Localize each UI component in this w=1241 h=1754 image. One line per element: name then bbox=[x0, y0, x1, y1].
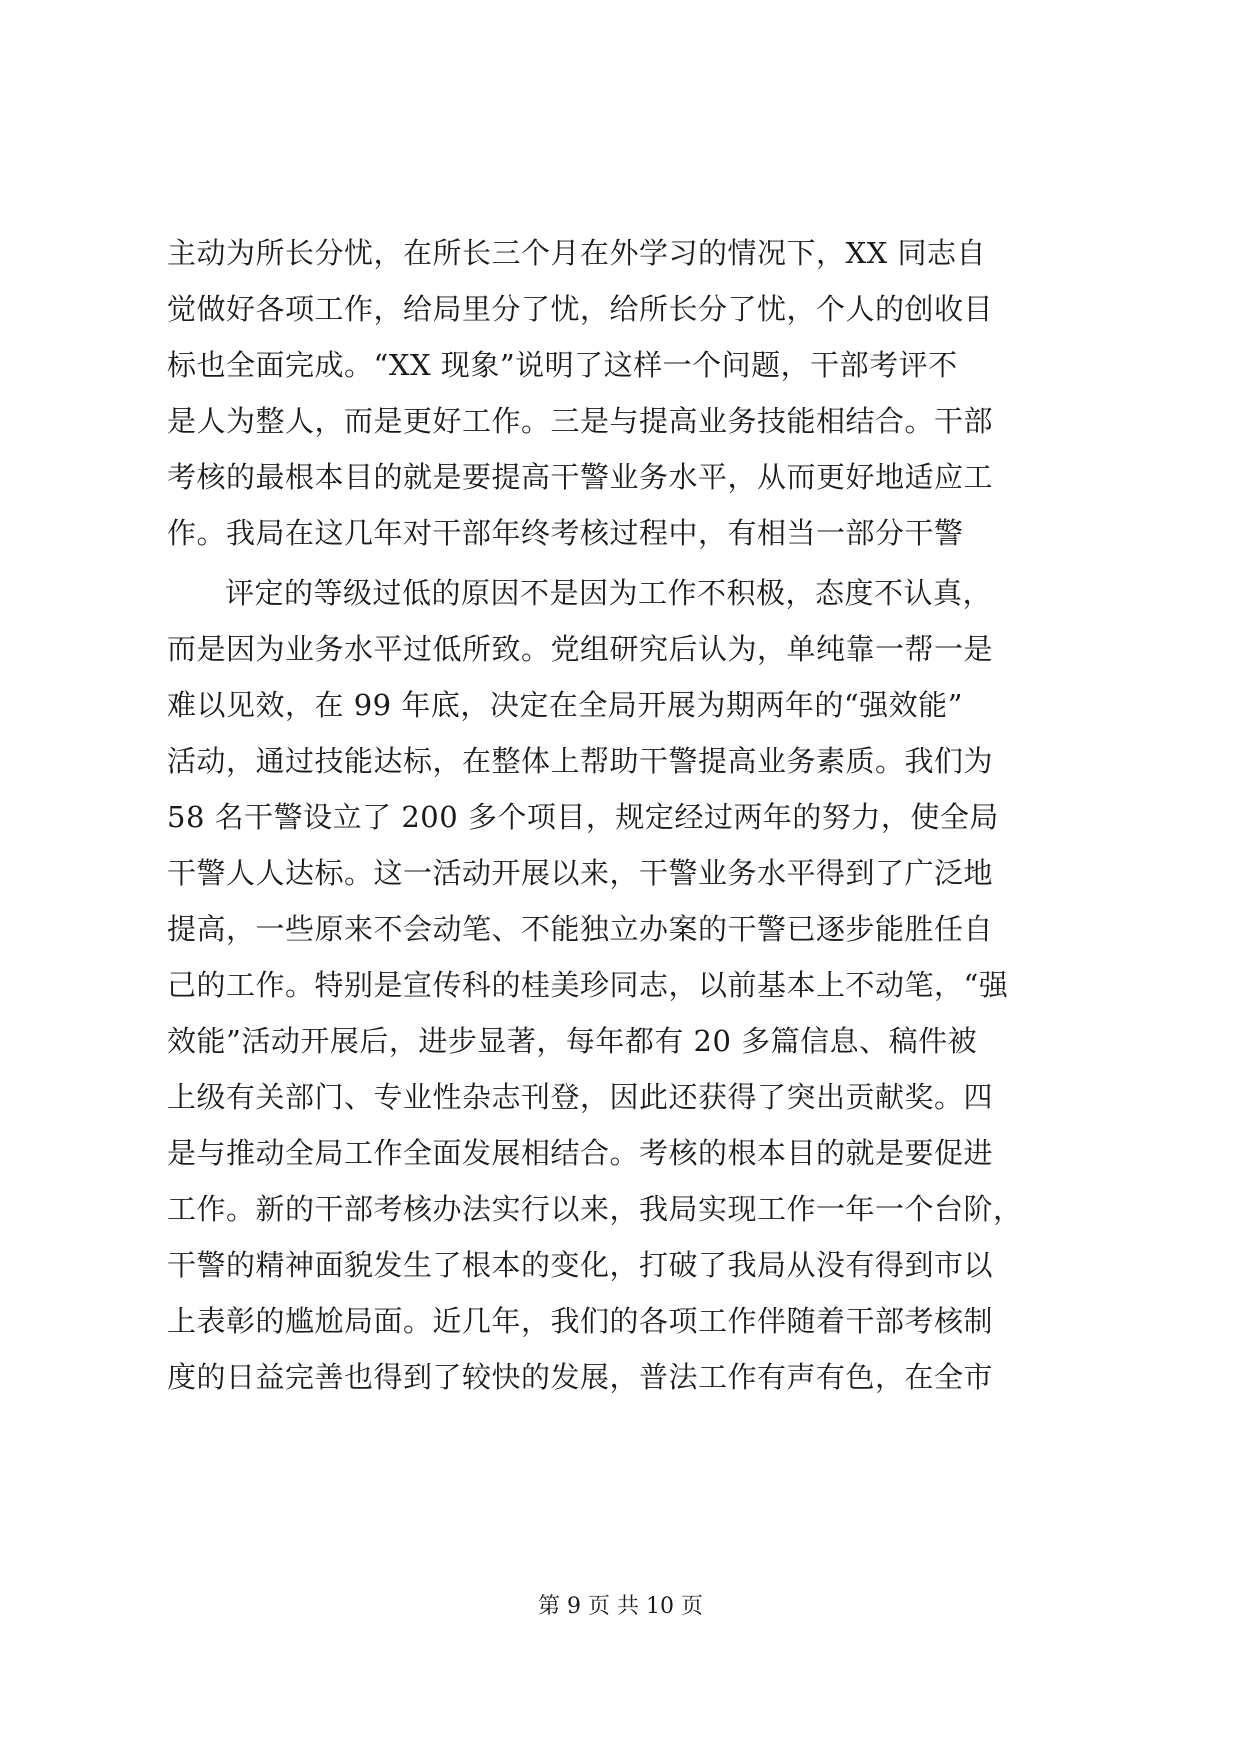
paragraph-first-line: 评定的等级过低的原因不是因为工作不积极，态度不认真， bbox=[225, 576, 993, 610]
text-line: 工作。新的干部考核办法实行以来，我局实现工作一年一个台阶， bbox=[167, 1192, 1023, 1226]
text-line: 主动为所长分忧，在所长三个月在外学习的情况下，XX 同志自 bbox=[167, 236, 987, 270]
text-line: 觉做好各项工作，给局里分了忧，给所长分了忧，个人的创收目 bbox=[167, 292, 994, 326]
text-line: 活动，通过技能达标，在整体上帮助干警提高业务素质。我们为 bbox=[167, 744, 994, 778]
text-line: 58 名干警设立了 200 多个项目，规定经过两年的努力，使全局 bbox=[167, 800, 999, 834]
text-line: 提高，一些原来不会动笔、不能独立办案的干警已逐步能胜任自 bbox=[167, 912, 994, 946]
text-line: 上表彰的尴尬局面。近几年，我们的各项工作伴随着干部考核制 bbox=[167, 1304, 994, 1338]
text-line: 干警的精神面貌发生了根本的变化，打破了我局从没有得到市以 bbox=[167, 1248, 994, 1282]
text-line: 干警人人达标。这一活动开展以来，干警业务水平得到了广泛地 bbox=[167, 856, 994, 890]
text-line: 是与推动全局工作全面发展相结合。考核的根本目的就是要促进 bbox=[167, 1136, 994, 1170]
text-line: 标也全面完成。“XX 现象”说明了这样一个问题，干部考评不 bbox=[167, 348, 958, 382]
text-line: 己的工作。特别是宣传科的桂美珍同志，以前基本上不动笔，“强 bbox=[167, 968, 1009, 1002]
text-line: 考核的最根本目的就是要提高干警业务水平，从而更好地适应工 bbox=[167, 460, 994, 494]
page-number-footer: 第 9 页 共 10 页 bbox=[538, 1594, 703, 1619]
text-line: 难以见效，在 99 年底，决定在全局开展为期两年的“强效能” bbox=[167, 688, 963, 722]
text-line: 而是因为业务水平过低所致。党组研究后认为，单纯靠一帮一是 bbox=[167, 632, 994, 666]
text-line: 效能”活动开展后，进步显著，每年都有 20 多篇信息、稿件被 bbox=[167, 1024, 978, 1058]
text-line: 是人为整人，而是更好工作。三是与提高业务技能相结合。干部 bbox=[167, 404, 994, 438]
text-line: 上级有关部门、专业性杂志刊登，因此还获得了突出贡献奖。四 bbox=[167, 1080, 994, 1114]
text-line: 作。我局在这几年对干部年终考核过程中，有相当一部分干警 bbox=[167, 516, 964, 550]
text-line: 度的日益完善也得到了较快的发展，普法工作有声有色，在全市 bbox=[167, 1360, 994, 1394]
